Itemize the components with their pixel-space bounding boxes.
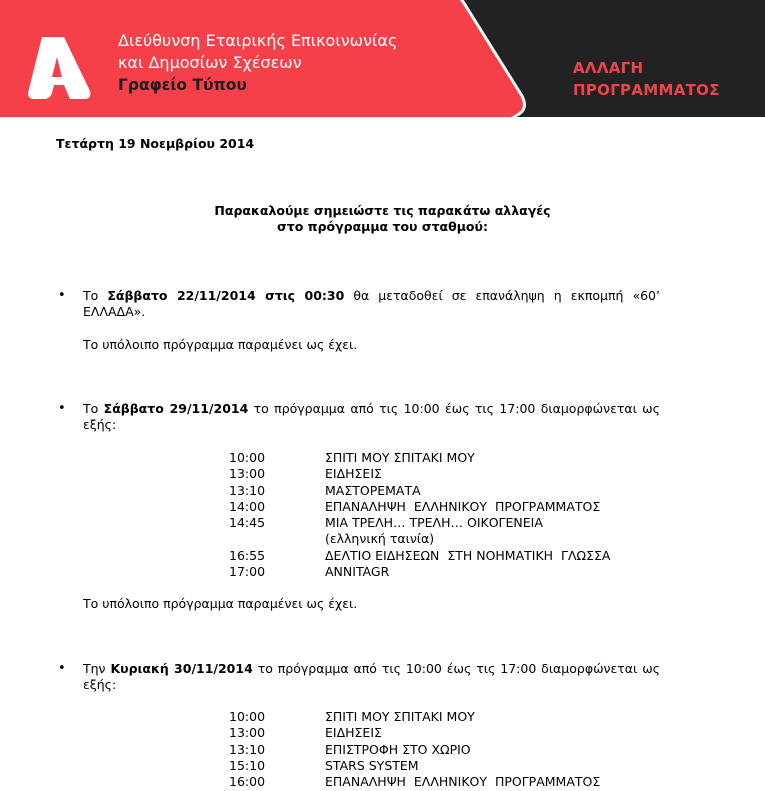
schedule-title: ANNITAGR xyxy=(325,564,390,580)
list-item xyxy=(58,661,660,693)
alpha-tv-logo-icon xyxy=(24,33,94,103)
press-office-label: Γραφείο Τύπου xyxy=(118,76,247,94)
schedule-title: ΕΠΑΝΑΛΗΨΗ ΕΛΛΗΝΙΚΟΥ ΠΡΟΓΡΑΜΜΑΤΟΣ xyxy=(325,774,601,790)
schedule-title: ΕΠΑΝΑΛΗΨΗ ΕΛΛΗΝΙΚΟΥ ΠΡΟΓΡΑΜΜΑΤΟΣ xyxy=(325,498,601,514)
schedule-time: 14:45 xyxy=(229,515,266,531)
schedule-title: ΕΙΔΗΣΕΙΣ xyxy=(325,725,382,741)
intro-line-1: Παρακαλούμε σημειώστε τις παρακάτω αλλαγές xyxy=(214,203,551,218)
schedule-title: ΜΙΑ ΤΡΕΛΗ… ΤΡΕΛΗ… ΟΙΚΟΓΕΝΕΙΑ xyxy=(325,515,543,531)
schedule-time: 16:00 xyxy=(229,774,266,790)
schedule-row xyxy=(229,758,600,774)
schedule-change-line-2: ΠΡΟΓΡΑΜΜΑΤΟΣ xyxy=(573,81,720,99)
department-line-2: και Δημοσίων Σχέσεων xyxy=(118,53,302,72)
list-item-text: Το Σάββατο 29/11/2014 το πρόγραμμα από τις 10:00 έως τις 17:00 διαμορφώνεται ως εξής: xyxy=(83,401,660,432)
highlighted-date: Σάββατο 22/11/2014 στις 00:30 xyxy=(107,288,345,303)
highlighted-date: Σάββατο 29/11/2014 xyxy=(103,401,249,416)
schedule-title: ΣΠΙΤΙ ΜΟΥ ΣΠΙΤΑΚΙ ΜΟΥ xyxy=(325,450,475,465)
schedule-time: 13:10 xyxy=(229,482,266,498)
schedule-time: 16:55 xyxy=(229,547,266,563)
schedule-row xyxy=(229,564,610,580)
schedule-title: ΣΠΙΤΙ ΜΟΥ ΣΠΙΤΑΚΙ ΜΟΥ xyxy=(325,709,475,724)
schedule-time: 15:10 xyxy=(229,757,266,773)
list-item xyxy=(58,288,660,320)
schedule-time: 10:00 xyxy=(229,709,266,724)
intro-line-2: στο πρόγραμμα του σταθμού: xyxy=(277,219,488,234)
schedule-title: STARS SYSTEM xyxy=(325,757,419,773)
schedule-table xyxy=(229,450,610,580)
schedule-title: ΕΙΔΗΣΕΙΣ xyxy=(325,466,382,482)
intro-text xyxy=(0,203,765,235)
schedule-change-line-1: ΑΛΛΑΓΗ xyxy=(573,59,644,77)
schedule-time: 13:00 xyxy=(229,466,266,482)
schedule-row xyxy=(229,774,600,790)
schedule-note: (ελληνική ταινία) xyxy=(325,531,435,547)
schedule-time: 10:00 xyxy=(229,450,266,465)
remaining-schedule-note: Το υπόλοιπο πρόγραμμα παραμένει ως έχει. xyxy=(83,337,358,352)
bullet-icon: • xyxy=(58,401,66,416)
schedule-title: ΜΑΣΤΟΡΕΜΑΤΑ xyxy=(325,482,421,498)
schedule-table xyxy=(229,709,600,790)
bullet-icon: • xyxy=(58,661,66,676)
schedule-time: 17:00 xyxy=(229,564,266,580)
bullet-icon: • xyxy=(58,288,66,303)
schedule-row xyxy=(229,499,610,515)
department-line-1: Διεύθυνση Εταιρικής Επικοινωνίας xyxy=(118,31,398,50)
schedule-row xyxy=(229,709,600,725)
schedule-time: 13:00 xyxy=(229,725,266,741)
list-item-text: Το Σάββατο 22/11/2014 στις 00:30 θα μεταδοθεί σε επανάληψη η εκπομπή «60’ ΕΛΛΑΔΑ». xyxy=(83,288,660,319)
schedule-row xyxy=(229,466,610,482)
highlighted-date: Κυριακή 30/11/2014 xyxy=(110,661,253,676)
schedule-title: ΕΠΙΣΤΡΟΦΗ ΣΤΟ ΧΩΡΙΟ xyxy=(325,741,471,757)
letterhead-banner xyxy=(0,0,765,117)
schedule-row xyxy=(229,515,610,531)
schedule-row xyxy=(229,450,610,466)
schedule-time: 14:00 xyxy=(229,498,266,514)
schedule-row xyxy=(229,548,610,564)
schedule-change-title xyxy=(573,57,720,101)
schedule-time: 13:10 xyxy=(229,741,266,757)
remaining-schedule-note: Το υπόλοιπο πρόγραμμα παραμένει ως έχει. xyxy=(83,596,358,611)
schedule-title: ΔΕΛΤΙΟ ΕΙΔΗΣΕΩΝ ΣΤΗ ΝΟΗΜΑΤΙΚΗ ΓΛΩΣΣΑ xyxy=(325,547,611,563)
list-item-text: Την Κυριακή 30/11/2014 το πρόγραμμα από τις 10:00 έως τις 17:00 διαμορφώνεται ως εξής: xyxy=(83,661,660,692)
schedule-row xyxy=(229,742,600,758)
department-name xyxy=(118,30,397,96)
schedule-row xyxy=(229,725,600,741)
document-date: Τετάρτη 19 Νοεμβρίου 2014 xyxy=(56,136,255,151)
list-item xyxy=(58,401,660,433)
schedule-row xyxy=(229,483,610,499)
